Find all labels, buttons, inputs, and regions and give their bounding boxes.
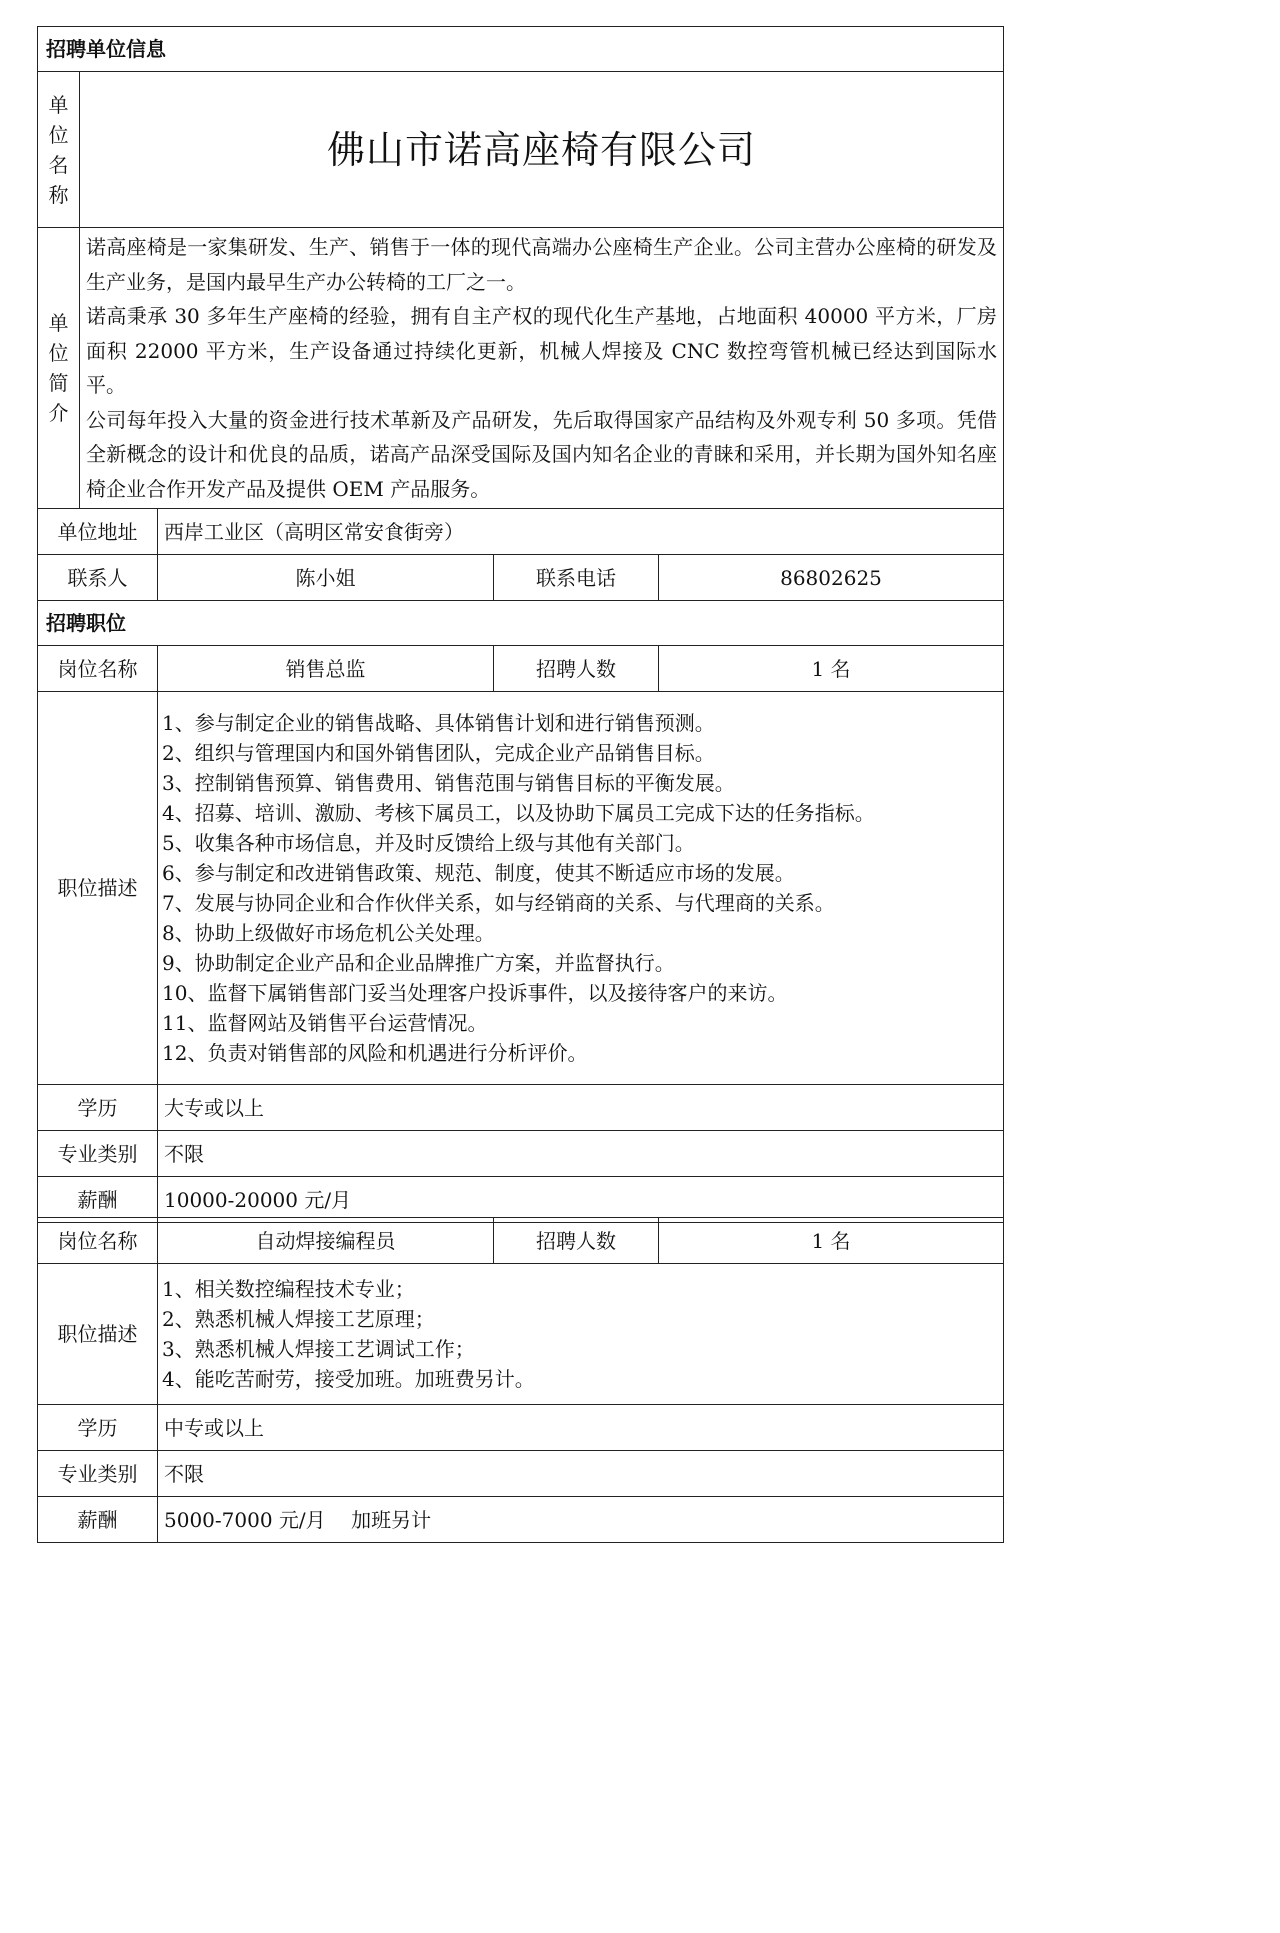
description-list — [158, 692, 1004, 1085]
section-title-jobs: 招聘职位 — [38, 601, 1004, 646]
company-name: 佛山市诺高座椅有限公司 — [80, 72, 1004, 228]
phone-label: 联系电话 — [494, 555, 659, 601]
recruitment-table — [37, 26, 1004, 1223]
major-label: 专业类别 — [38, 1451, 158, 1497]
major-label: 专业类别 — [38, 1131, 158, 1177]
duty-item: 1、参与制定企业的销售战略、具体销售计划和进行销售预测。 — [162, 711, 715, 735]
duty-item: 3、控制销售预算、销售费用、销售范围与销售目标的平衡发展。 — [162, 771, 735, 795]
duty-item: 6、参与制定和改进销售政策、规范、制度，使其不断适应市场的发展。 — [162, 861, 795, 885]
headcount-value: 1 名 — [659, 646, 1004, 692]
description-label: 职位描述 — [38, 692, 158, 1085]
intro-paragraph: 诺高座椅是一家集研发、生产、销售于一体的现代高端办公座椅生产企业。公司主营办公座椅的研发及生产业务，是国内最早生产办公转椅的工厂之一。 — [86, 235, 998, 294]
headcount-value: 1 名 — [659, 1218, 1004, 1264]
section-title-company: 招聘单位信息 — [38, 27, 1004, 72]
duty-item: 10、监督下属销售部门妥当处理客户投诉事件，以及接待客户的来访。 — [162, 981, 788, 1005]
salary-value: 10000-20000 元/月 — [158, 1177, 1004, 1223]
company-intro-label: 单 位 简 介 — [38, 228, 80, 509]
major-value: 不限 — [158, 1131, 1004, 1177]
duty-item: 4、能吃苦耐劳，接受加班。加班费另计。 — [162, 1367, 535, 1391]
contact-value: 陈小姐 — [158, 555, 494, 601]
intro-paragraph: 诺高秉承 30 多年生产座椅的经验，拥有自主产权的现代化生产基地，占地面积 40000 平方米，厂房面积 22000 平方米，生产设备通过持续化更新，机械人焊接及 CNC 数控弯管机械已经达到国际水平。 — [86, 304, 998, 397]
phone-value: 86802625 — [659, 555, 1004, 601]
duty-item: 3、熟悉机械人焊接工艺调试工作； — [162, 1337, 475, 1361]
company-intro — [80, 228, 1004, 509]
salary-label: 薪酬 — [38, 1177, 158, 1223]
education-value: 大专或以上 — [158, 1085, 1004, 1131]
duty-item: 4、招募、培训、激励、考核下属员工，以及协助下属员工完成下达的任务指标。 — [162, 801, 875, 825]
headcount-label: 招聘人数 — [494, 646, 659, 692]
education-label: 学历 — [38, 1405, 158, 1451]
duty-item: 2、组织与管理国内和国外销售团队，完成企业产品销售目标。 — [162, 741, 715, 765]
description-label: 职位描述 — [38, 1264, 158, 1405]
address-label: 单位地址 — [38, 509, 158, 555]
major-value: 不限 — [158, 1451, 1004, 1497]
duty-item: 1、相关数控编程技术专业； — [162, 1277, 415, 1301]
position-label: 岗位名称 — [38, 646, 158, 692]
duty-item: 7、发展与协同企业和合作伙伴关系，如与经销商的关系、与代理商的关系。 — [162, 891, 835, 915]
intro-paragraph: 公司每年投入大量的资金进行技术革新及产品研发，先后取得国家产品结构及外观专利 50 多项。凭借全新概念的设计和优良的品质，诺高产品深受国际及国内知名企业的青睐和采用，并长期为国外知名座椅企业合作开发产品及提供 OEM 产品服务。 — [86, 407, 998, 501]
job-table-2 — [37, 1217, 1004, 1543]
duty-item: 2、熟悉机械人焊接工艺原理； — [162, 1307, 435, 1331]
education-value: 中专或以上 — [158, 1405, 1004, 1451]
position-label: 岗位名称 — [38, 1218, 158, 1264]
description-list — [158, 1264, 1004, 1405]
duty-item: 12、负责对销售部的风险和机遇进行分析评价。 — [162, 1041, 588, 1065]
position-value: 自动焊接编程员 — [158, 1218, 494, 1264]
headcount-label: 招聘人数 — [494, 1218, 659, 1264]
duty-item: 9、协助制定企业产品和企业品牌推广方案，并监督执行。 — [162, 951, 675, 975]
education-label: 学历 — [38, 1085, 158, 1131]
salary-label: 薪酬 — [38, 1497, 158, 1543]
contact-label: 联系人 — [38, 555, 158, 601]
duty-item: 11、监督网站及销售平台运营情况。 — [162, 1011, 488, 1035]
duty-item: 8、协助上级做好市场危机公关处理。 — [162, 921, 495, 945]
duty-item: 5、收集各种市场信息，并及时反馈给上级与其他有关部门。 — [162, 831, 695, 855]
address-value: 西岸工业区（高明区常安食街旁） — [158, 509, 1004, 555]
position-value: 销售总监 — [158, 646, 494, 692]
company-name-label: 单 位 名 称 — [38, 72, 80, 228]
salary-value: 5000-7000 元/月 加班另计 — [158, 1497, 1004, 1543]
